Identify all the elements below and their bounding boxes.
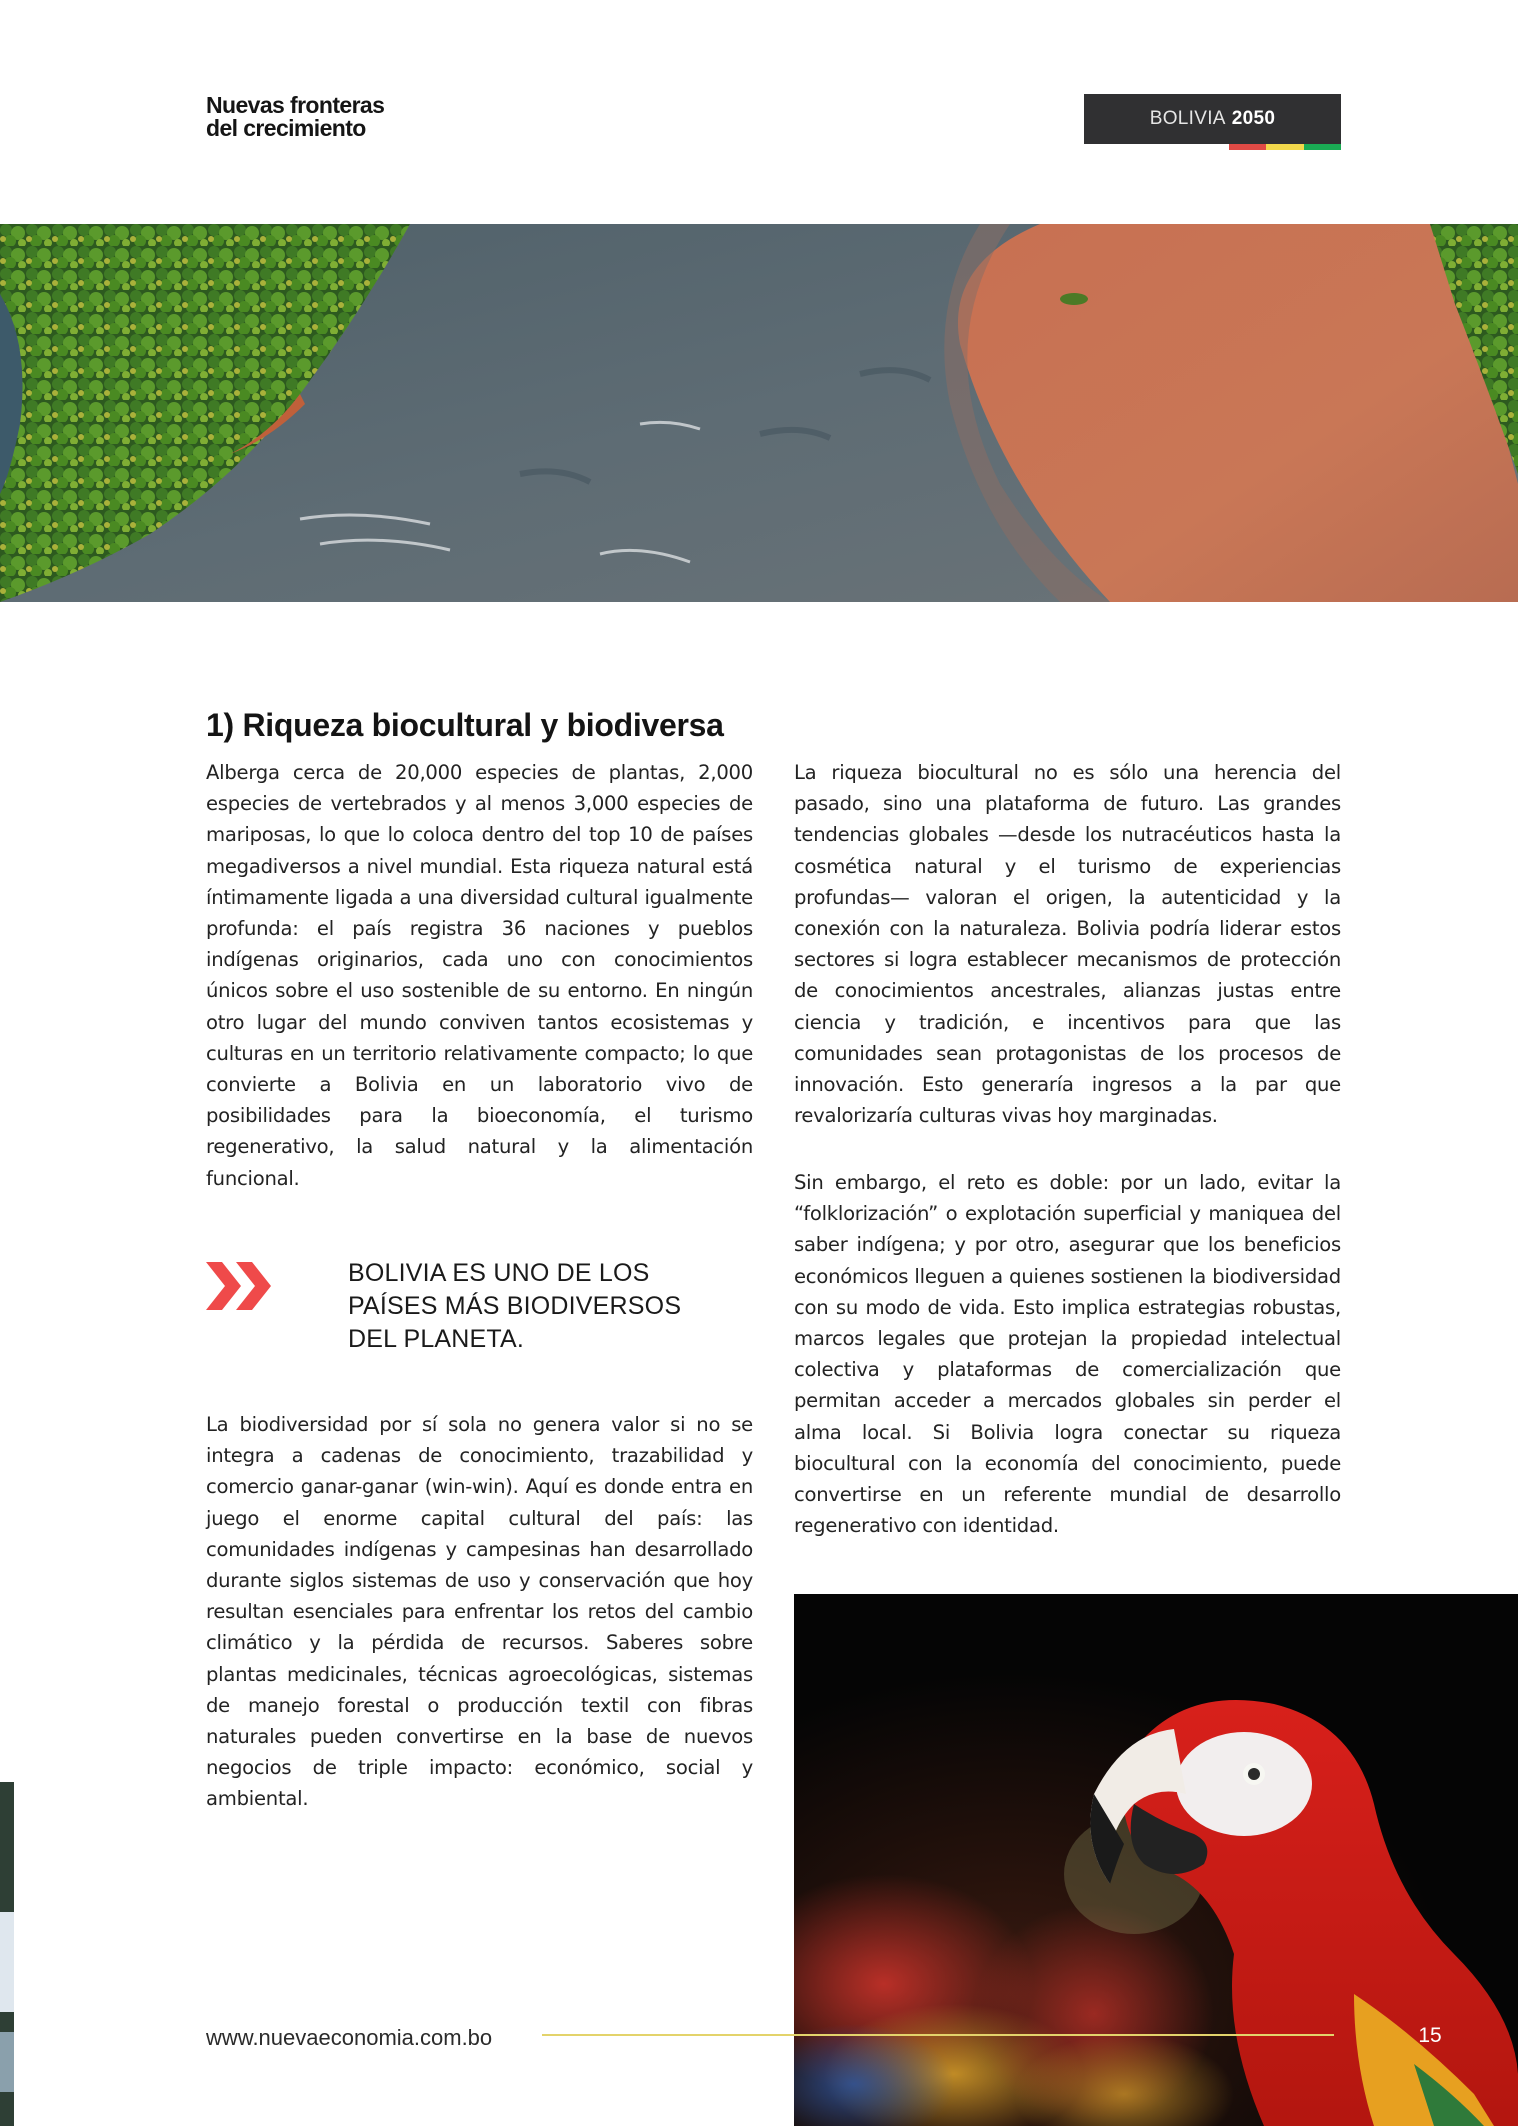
publication-title: [206, 94, 384, 140]
left-paragraph-2: La biodiversidad por sí sola no genera valor si no se integra a cadenas de conocimiento, trazabilidad y comercio ganar-ganar (win-win). Aquí es donde entra en juego el enorme capital cultural del país: las comunidades indígenas y campesinas han desarrollado durante siglos sistemas de uso y conservación que hoy resultan esenciales para enfrentar los retos del cambio climático y la pérdida de recursos. Saberes sobre plantas medicinales, técnicas agroecológicas, sistemas de manejo forestal o producción textil con fibras naturales pueden convertirse en la base de nuevos negocios de triple impacto: económico, social y ambiental.: [206, 1413, 753, 1811]
section-heading: 1) Riqueza biocultural y biodiversa: [206, 707, 724, 743]
publication-title-line1: Nuevas fronteras: [206, 92, 385, 118]
right-paragraph-1: La riqueza biocultural no es sólo una herencia del pasado, sino una plataforma de futuro. Las grandes tendencias globales —desde los nutracéuticos hasta la cosmética natural y el turismo de experiencias profundas— valoran el origen, la autenticidad y la conexión con la naturaleza. Bolivia podría liderar estos sectores si logra establecer mecanismos de protección de conocimientos ancestrales, alianzas justas entre ciencia y tradición, e incentivos para que las comunidades sean protagonistas de los procesos de innovación. Esto generaría ingresos a la par que revalorizaría culturas vivas hoy marginadas.: [794, 761, 1341, 1128]
flag-stripe: [1229, 144, 1341, 150]
left-paragraph-1: Alberga cerca de 20,000 especies de plantas, 2,000 especies de vertebrados y al menos 3,000 especies de mariposas, lo que lo coloca dentro del top 10 de países megadiversos a nivel mundial. Esta riqueza natural está íntimamente ligada a una diversidad cultural igualmente profunda: el país registra 36 naciones y pueblos indígenas originarios, cada uno con conocimientos únicos sobre el uso sostenible de su entorno. En ningún otro lugar del mundo conviven tantos ecosistemas y culturas en un territorio relativamente compacto; lo que convierte a Bolivia en un laboratorio vivo de posibilidades para la bioeconomía, el turismo regenerativo, la salud natural y la alimentación funcional.: [206, 761, 753, 1190]
side-image-strip: [0, 1782, 14, 2126]
bolivia-2050-badge: [1084, 94, 1341, 144]
right-paragraph-2: Sin embargo, el reto es doble: por un lado, evitar la “folklorización” o explotación superficial y maniquea del saber indígena; y por otro, asegurar que los beneficios económicos lleguen a quienes sostienen la biodiversidad con su modo de vida. Esto implica estrategias robustas, marcos legales que protejan la propiedad intelectual colectiva y plataformas de comercialización que permitan acceder a mercados globales sin perder el alma local. Si Bolivia logra conectar su riqueza biocultural con la economía del conocimiento, puede convertirse en un referente mundial de desarrollo regenerativo con identidad.: [794, 1171, 1341, 1538]
footer-divider: [542, 2034, 1334, 2036]
publication-title-line2: del crecimiento: [206, 115, 366, 141]
hero-river-image: [0, 224, 1518, 602]
flag-stripe-yellow: [1266, 144, 1303, 150]
badge-text-light: BOLIVIA: [1149, 108, 1226, 129]
page-number: 15: [1418, 2024, 1442, 2047]
flag-stripe-green: [1304, 144, 1341, 150]
flag-stripe-red: [1229, 144, 1266, 150]
callout-text: BOLIVIA ES UNO DE LOS PAÍSES MÁS BIODIVERSOS DEL PLANETA.: [348, 1259, 682, 1353]
double-chevron-icon: [206, 1262, 276, 1310]
badge-text-bold: 2050: [1231, 108, 1276, 129]
footer-website-link[interactable]: www.nuevaeconomia.com.bo: [206, 2025, 493, 2050]
